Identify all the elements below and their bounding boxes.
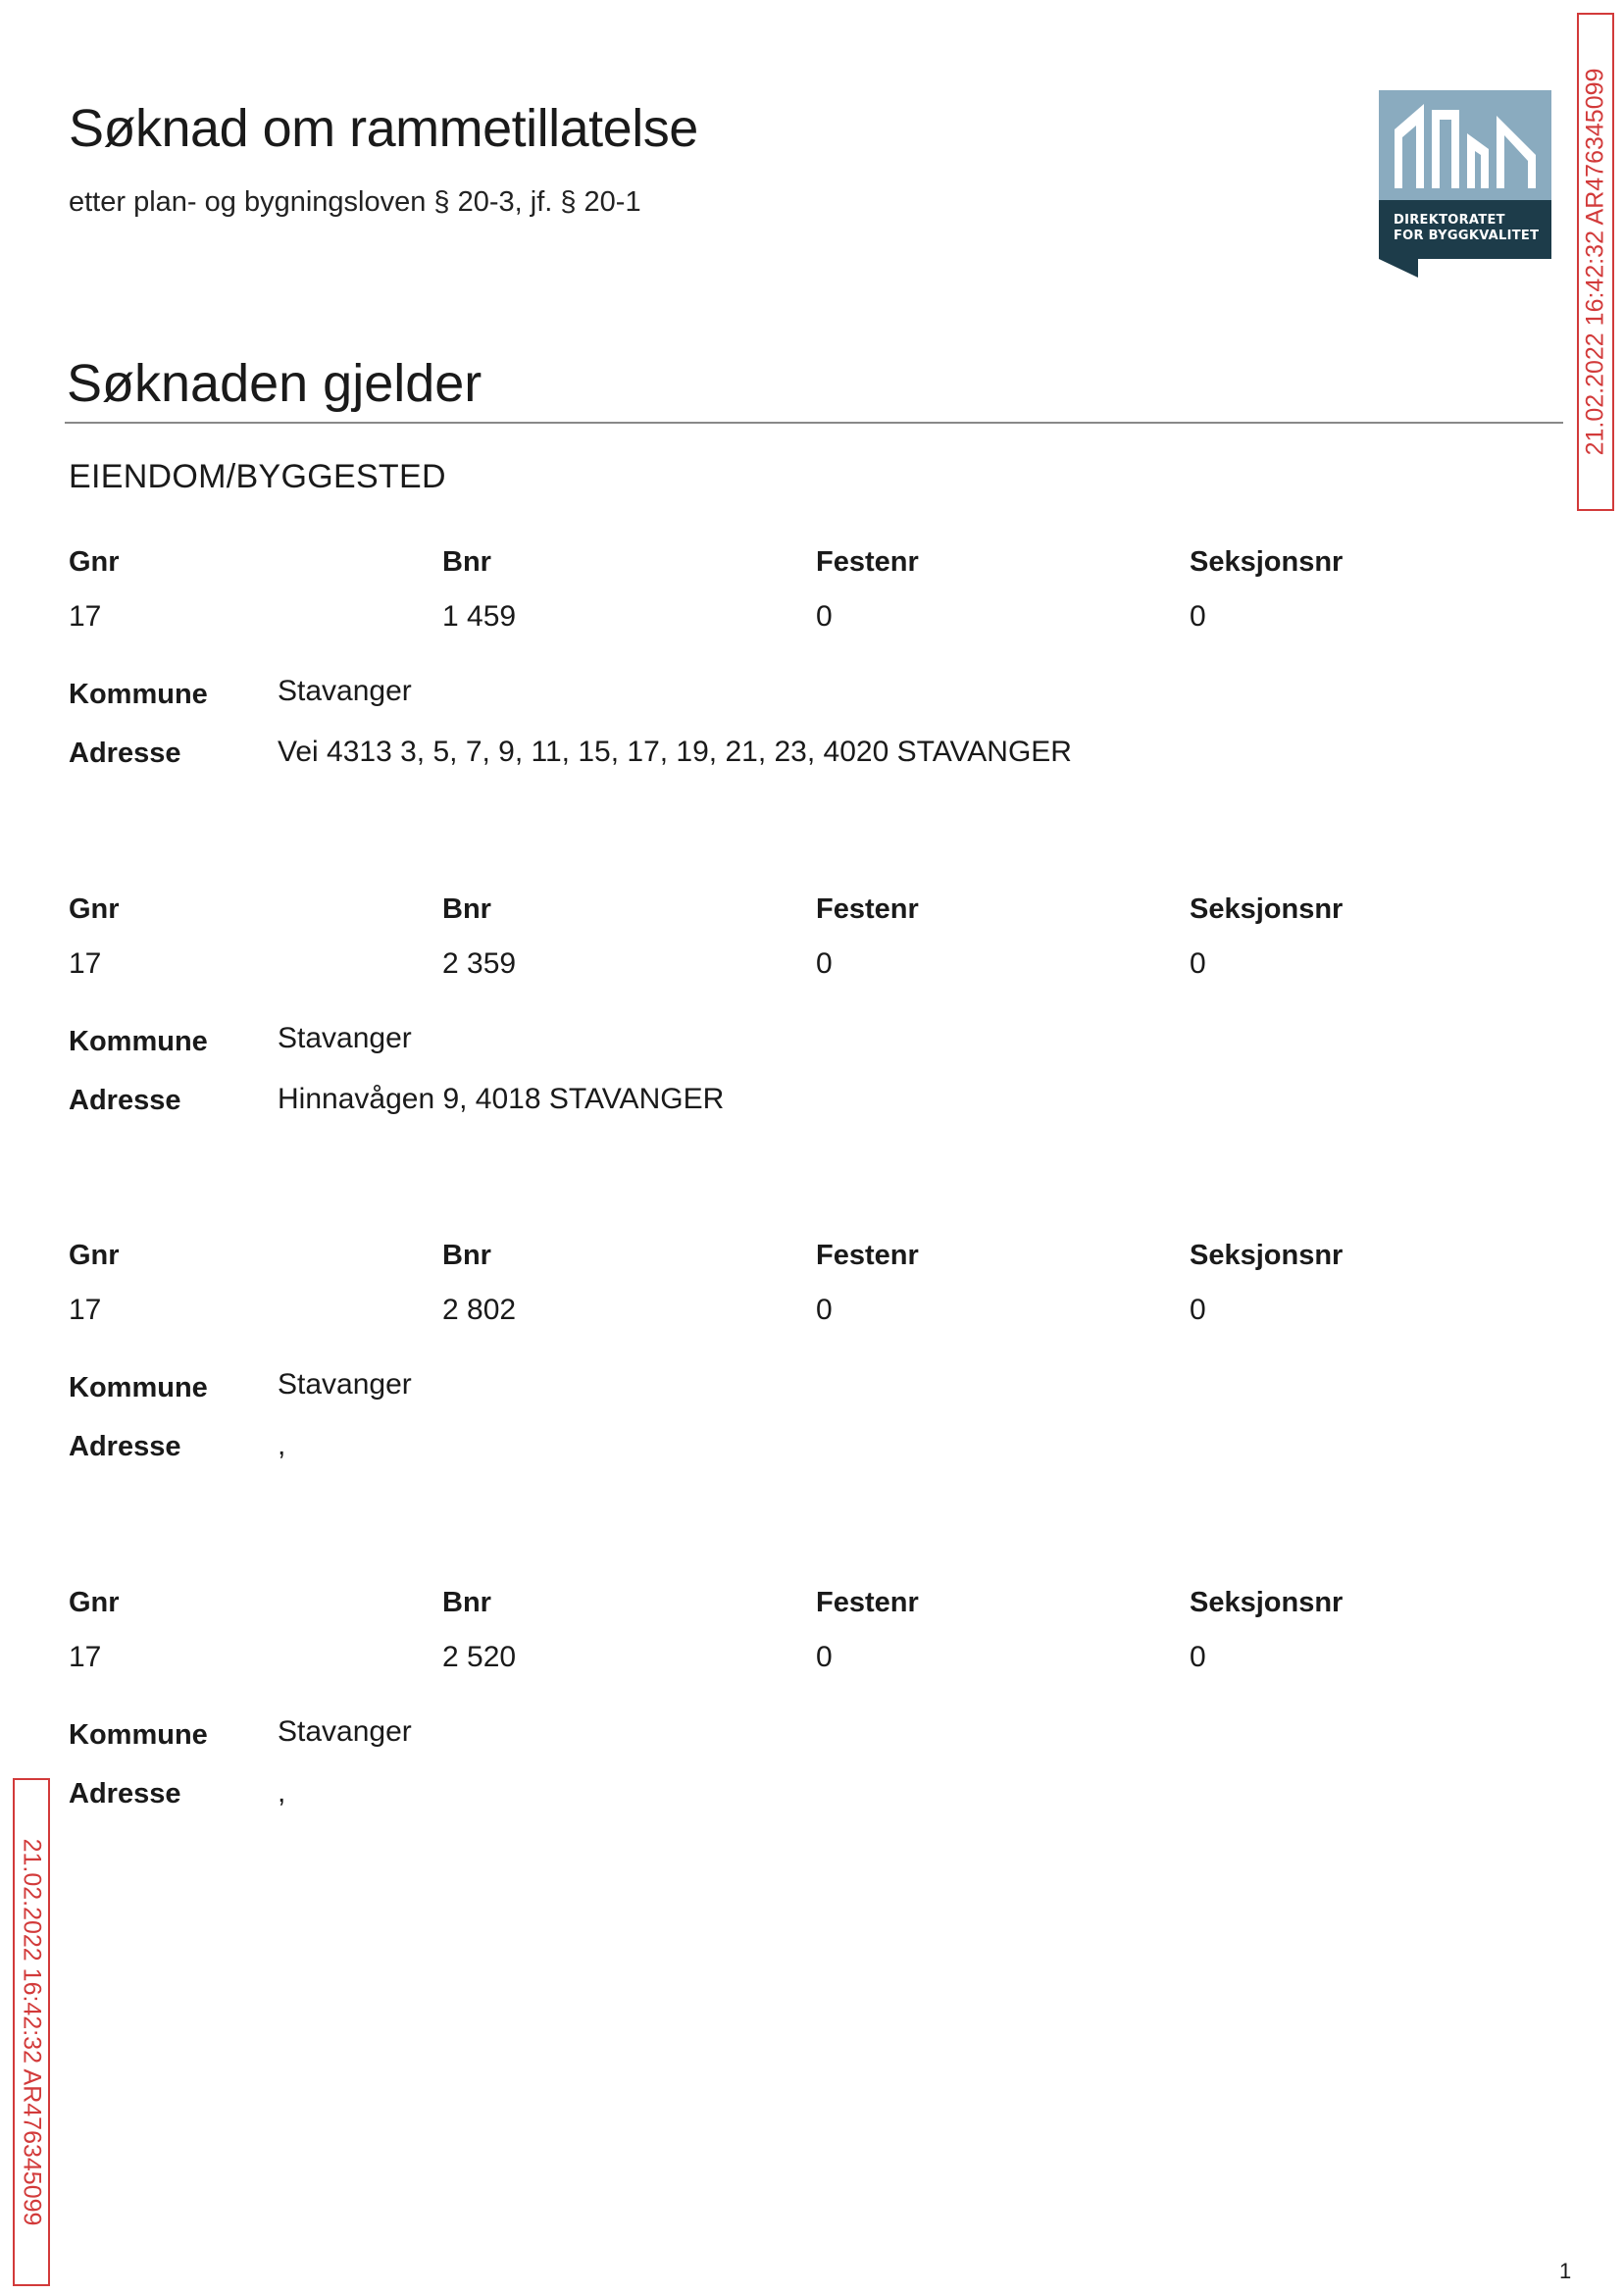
gnr-label: Gnr [69,546,120,578]
gnr-label: Gnr [69,1587,120,1618]
gnr-value: 17 [69,600,102,633]
festenr-label: Festenr [816,1240,919,1271]
bnr-label: Bnr [442,1587,491,1618]
adresse-value: Hinnavågen 9, 4018 STAVANGER [278,1083,725,1115]
stamp-text: 21.02.2022 16:42:32 AR476345099 [18,1838,46,2226]
kommune-value: Stavanger [278,675,412,707]
timestamp-stamp-left [13,1778,50,2286]
adresse-value: , [278,1776,286,1809]
festenr-value: 0 [816,1641,833,1673]
logo-label [1394,213,1539,244]
festenr-label: Festenr [816,893,919,925]
festenr-value: 0 [816,947,833,980]
property-block [69,1240,1344,1495]
section-divider [65,422,1563,424]
festenr-label: Festenr [816,1587,919,1618]
adresse-value: , [278,1429,286,1461]
adresse-value: Vei 4313 3, 5, 7, 9, 11, 15, 17, 19, 21, 23, 4020 STAVANGER [278,736,1072,768]
adresse-label: Adresse [69,1085,181,1116]
kommune-value: Stavanger [278,1368,412,1401]
bnr-label: Bnr [442,546,491,578]
property-block [69,1587,1344,1842]
kommune-value: Stavanger [278,1022,412,1054]
property-block [69,893,1344,1148]
seksjonsnr-value: 0 [1190,600,1206,633]
adresse-label: Adresse [69,1431,181,1462]
seksjonsnr-label: Seksjonsnr [1190,1240,1344,1271]
gnr-value: 17 [69,1294,102,1326]
seksjonsnr-label: Seksjonsnr [1190,1587,1344,1618]
seksjonsnr-label: Seksjonsnr [1190,893,1344,925]
bnr-value: 1 459 [442,600,517,633]
stamp-text: 21.02.2022 16:42:32 AR476345099 [1581,68,1609,456]
kommune-label: Kommune [69,1026,208,1057]
document-subtitle: etter plan- og bygningsloven § 20-3, jf. § 20-1 [69,186,641,218]
gnr-value: 17 [69,947,102,980]
bnr-value: 2 802 [442,1294,517,1326]
kommune-label: Kommune [69,1719,208,1751]
logo-label-line2: FOR BYGGKVALITET [1394,229,1540,243]
seksjonsnr-value: 0 [1190,947,1206,980]
bnr-value: 2 359 [442,947,517,980]
kommune-value: Stavanger [278,1715,412,1748]
gnr-label: Gnr [69,1240,120,1271]
festenr-value: 0 [816,600,833,633]
seksjonsnr-value: 0 [1190,1294,1206,1326]
bnr-label: Bnr [442,1240,491,1271]
festenr-label: Festenr [816,546,919,578]
adresse-label: Adresse [69,1778,181,1810]
bnr-label: Bnr [442,893,491,925]
kommune-label: Kommune [69,679,208,710]
seksjonsnr-value: 0 [1190,1641,1206,1673]
property-block [69,546,1344,801]
document-title: Søknad om rammetillatelse [69,99,698,158]
dibk-logo-icon [1379,90,1551,278]
section-heading: Søknaden gjelder [67,354,482,413]
page-number: 1 [1559,2259,1572,2283]
kommune-label: Kommune [69,1372,208,1403]
bnr-value: 2 520 [442,1641,517,1673]
timestamp-stamp-right [1577,13,1614,511]
adresse-label: Adresse [69,738,181,769]
logo-label-line1: DIREKTORATET [1394,213,1505,228]
seksjonsnr-label: Seksjonsnr [1190,546,1344,578]
gnr-value: 17 [69,1641,102,1673]
gnr-label: Gnr [69,893,120,925]
festenr-value: 0 [816,1294,833,1326]
subsection-heading: EIENDOM/BYGGESTED [69,458,446,495]
